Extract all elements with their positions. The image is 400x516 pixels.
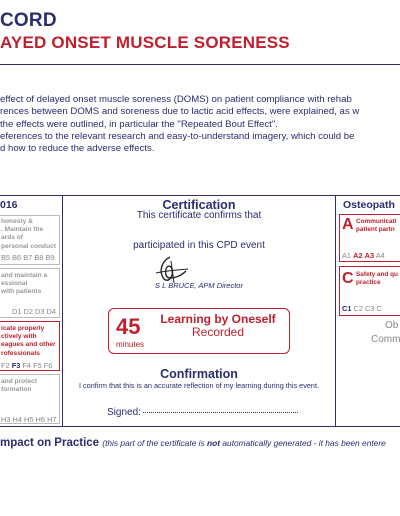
description-line: rences between DOMS and soreness due to lactic acid effects, were explained, as w (0, 106, 360, 118)
certification-line-1: This certificate confirms that (136, 210, 262, 221)
left-divider (62, 195, 63, 427)
standard-codes-b: B5 B6 B7 B8 B9 (1, 253, 55, 262)
osteopath-letter-a: A (342, 216, 354, 233)
learning-type: Learning by Oneself (160, 312, 276, 326)
confirmation-title: Confirmation (160, 367, 238, 381)
standard-block-h-text: and protect formation (1, 378, 37, 394)
osteopath-codes-a: A1 A2 A3 A4 (342, 251, 385, 260)
learning-status: Recorded (191, 325, 245, 339)
page-subtitle: AYED ONSET MUSCLE SORENESS (0, 33, 290, 52)
osteopath-block-c-text: Safety and qu practice (356, 271, 398, 286)
osteopath-title: Osteopath (343, 199, 395, 211)
description-line: d how to reduce the adverse effects. (0, 143, 155, 155)
standard-block-b-text: honesty & . Maintain the ards of personal conduct (1, 218, 56, 250)
signature-line[interactable] (143, 412, 298, 413)
osteopath-footer-2: Comm (371, 334, 400, 345)
minutes-value: 45 (116, 314, 141, 339)
standards-title: 016 (0, 199, 18, 211)
confirmation-text: I confirm that this is an accurate reflection of my learning during this event. (78, 381, 320, 390)
standard-codes-f: F2 F3 F4 F5 F6 (1, 361, 53, 370)
page-title: CORD (0, 10, 57, 31)
minutes-label: minutes (116, 340, 145, 349)
impact-heading: mpact on Practice (this part of the certificate is not automatically generated - it has been entere (0, 437, 386, 449)
signatory-name: S L BRUCE, APM Director (155, 281, 243, 290)
osteopath-block-a-text: Communicati patient partn (356, 218, 397, 233)
standard-codes-d: D1 D2 D3 D4 (12, 307, 56, 316)
osteopath-footer-1: Ob (385, 320, 399, 331)
impact-note: (this part of the certificate is not automatically generated - it has been entere (102, 438, 386, 448)
certification-title: Certification (162, 198, 236, 212)
standard-codes-h: H3 H4 H5 H6 H7 (1, 415, 57, 424)
certification-line-2: participated in this CPD event (133, 240, 265, 251)
osteopath-letter-c: C (342, 270, 354, 287)
standard-block-f-text: icate properly ctively with eagues and other rofessionals (1, 325, 56, 357)
standard-block-d-text: and maintain a essional with patients (1, 272, 48, 296)
header-divider (0, 64, 400, 65)
description-line: the effects were outlined, in particular the "Repeated Bout Effect". (0, 118, 278, 130)
right-divider (335, 195, 336, 427)
event-description (0, 94, 400, 155)
description-line: eferences to the relevant research and easy-to-understand imagery, which could be (0, 130, 355, 142)
osteopath-codes-c: C1 C2 C3 C (342, 304, 382, 313)
signed-label: Signed: (107, 407, 141, 418)
description-line: effect of delayed onset muscle soreness (DOMS) on patient compliance with rehab (0, 94, 352, 105)
